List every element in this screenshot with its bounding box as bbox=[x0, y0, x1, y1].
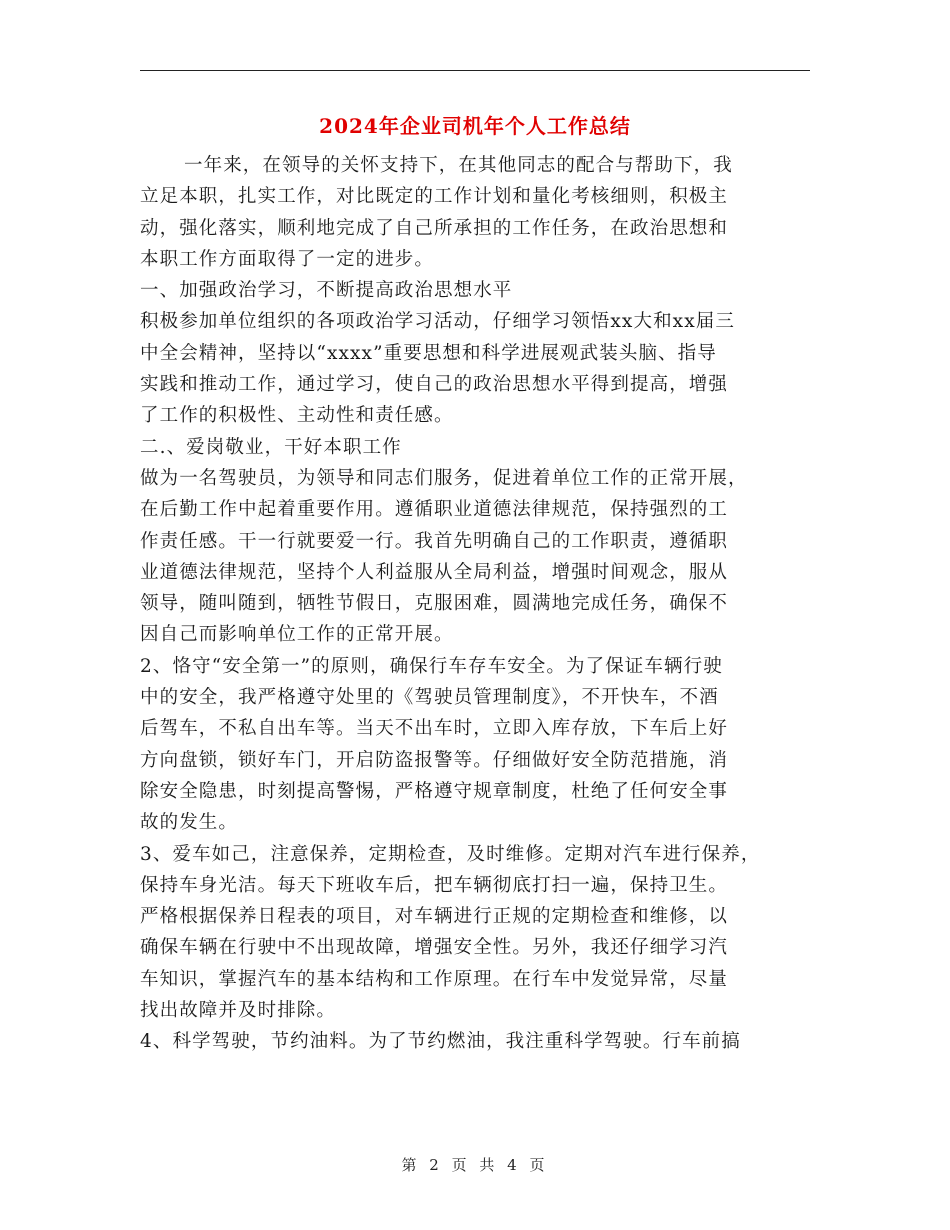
page-footer: 第 2 页 共 4 页 bbox=[401, 1156, 549, 1174]
text-line: 因自己而影响单位工作的正常开展。 bbox=[140, 624, 454, 646]
text-line: 方向盘锁，锁好车门，开启防盗报警等。仔细做好安全防范措施，消 bbox=[140, 749, 729, 771]
text-line: 做为一名驾驶员，为领导和同志们服务，促进着单位工作的正常开展， bbox=[140, 467, 748, 489]
text-line: 本职工作方面取得了一定的进步。 bbox=[140, 248, 435, 270]
text-line: 领导，随叫随到，牺牲节假日，克服困难，圆满地完成任务，确保不 bbox=[140, 593, 729, 615]
text-line: 立足本职，扎实工作，对比既定的工作计划和量化考核细则，积极主 bbox=[140, 186, 729, 208]
text-line: 一年来，在领导的关怀支持下，在其他同志的配合与帮助下，我 bbox=[184, 155, 733, 176]
text-line: 作责任感。干一行就要爱一行。我首先明确自己的工作职责，遵循职 bbox=[140, 530, 729, 552]
text-line: 确保车辆在行驶中不出现故障，增强安全性。另外，我还仔细学习汽 bbox=[140, 937, 729, 959]
text-line: 一、加强政治学习，不断提高政治思想水平 bbox=[140, 280, 513, 302]
document-body bbox=[140, 150, 810, 1058]
text-line: 车知识，掌握汽车的基本结构和工作原理。在行车中发觉异常，尽量 bbox=[140, 968, 729, 990]
text-line: 中的安全，我严格遵守处里的《驾驶员管理制度》，不开快车，不酒 bbox=[140, 687, 719, 709]
text-line: 严格根据保养日程表的项目，对车辆进行正规的定期检查和维修，以 bbox=[140, 906, 729, 928]
header-rule bbox=[140, 70, 810, 71]
text-line: 二.、爱岗敬业，干好本职工作 bbox=[140, 436, 402, 458]
text-line: 找出故障并及时排除。 bbox=[140, 1000, 337, 1022]
document-title: 2024年企业司机年个人工作总结 bbox=[319, 114, 631, 138]
text-line: 中全会精神，坚持以“xxxx”重要思想和科学进展观武装头脑、指导 bbox=[140, 342, 717, 364]
text-line: 4、科学驾驶，节约油料。为了节约燃油，我注重科学驾驶。行车前搞 bbox=[140, 1031, 741, 1053]
text-line: 故的发生。 bbox=[140, 812, 239, 834]
text-line: 实践和推动工作，通过学习，使自己的政治思想水平得到提高，增强 bbox=[140, 374, 729, 396]
text-line: 除安全隐患，时刻提高警惕，严格遵守规章制度，杜绝了任何安全事 bbox=[140, 780, 729, 802]
text-line: 保持车身光洁。每天下班收车后，把车辆彻底打扫一遍，保持卫生。 bbox=[140, 874, 729, 896]
text-line: 3、爱车如己，注意保养，定期检查，及时维修。定期对汽车进行保养， bbox=[140, 843, 761, 865]
text-line: 了工作的积极性、主动性和责任感。 bbox=[140, 405, 454, 427]
text-line: 在后勤工作中起着重要作用。遵循职业道德法律规范，保持强烈的工 bbox=[140, 499, 729, 521]
text-line: 积极参加单位组织的各项政治学习活动，仔细学习领悟xx大和xx届三 bbox=[140, 311, 735, 333]
text-line: 后驾车，不私自出车等。当天不出车时，立即入库存放，下车后上好 bbox=[140, 718, 729, 740]
text-line: 动，强化落实，顺利地完成了自己所承担的工作任务，在政治思想和 bbox=[140, 217, 729, 239]
text-line: 2、恪守“安全第一”的原则，确保行车存车安全。为了保证车辆行驶 bbox=[140, 655, 723, 677]
text-line: 业道德法律规范，坚持个人利益服从全局利益，增强时间观念，服从 bbox=[140, 561, 729, 583]
